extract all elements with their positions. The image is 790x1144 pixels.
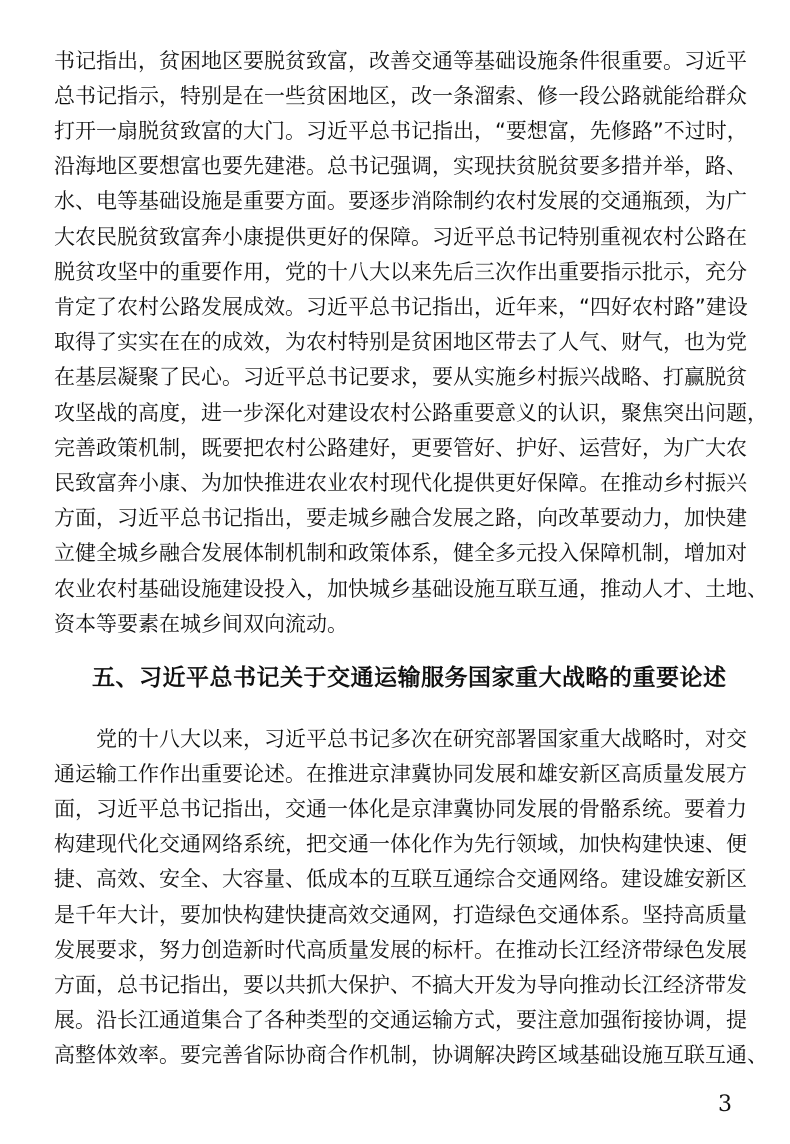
text-line: 书记指出，贫困地区要脱贫致富，改善交通等基础设施条件很重要。习近平 [54, 49, 747, 73]
text-line: 沿海地区要想富也要先建港。总书记强调，实现扶贫脱贫要多措并举，路、 [54, 154, 747, 178]
text-line: 肯定了农村公路发展成效。习近平总书记指出，近年来，“四好农村路”建设 [54, 295, 748, 319]
text-line: 民致富奔小康、为加快推进农业农村现代化提供更好保障。在推动乡村振兴 [54, 471, 747, 495]
page-number: 3 [718, 1092, 732, 1117]
text-line: 农业农村基础设施建设投入，加快城乡基础设施互联互通，推动人才、土地、 [54, 577, 768, 601]
text-line: 方面，习近平总书记指出，要走城乡融合发展之路，向改革要动力，加快建 [54, 506, 747, 530]
text-line: 高整体效率。要完善省际协商合作机制，协调解决跨区域基础设施互联互通、 [54, 1043, 768, 1067]
text-line: 面，习近平总书记指出，交通一体化是京津冀协同发展的骨骼系统。要着力 [54, 797, 747, 821]
text-line: 通运输工作作出重要论述。在推进京津冀协同发展和雄安新区高质量发展方 [54, 762, 747, 786]
section-heading: 五、习近平总书记关于交通运输服务国家重大战略的重要论述 [92, 665, 727, 691]
text-line: 水、电等基础设施是重要方面。要逐步消除制约农村发展的交通瓶颈，为广 [54, 189, 747, 213]
text-line: 捷、高效、安全、大容量、低成本的互联互通综合交通网络。建设雄安新区 [54, 867, 747, 891]
text-line: 资本等要素在城乡间双向流动。 [54, 612, 348, 636]
text-line: 立健全城乡融合发展体制机制和政策体系，健全多元投入保障机制，增加对 [54, 541, 747, 565]
text-line: 完善政策机制，既要把农村公路建好，更要管好、护好、运营好，为广大农 [54, 436, 747, 460]
text-line: 展。沿长江通道集合了各种类型的交通运输方式，要注意加强衔接协调，提 [54, 1008, 747, 1032]
text-line: 脱贫攻坚中的重要作用，党的十八大以来先后三次作出重要指示批示，充分 [54, 260, 747, 284]
text-line: 党的十八大以来，习近平总书记多次在研究部署国家重大战略时，对交 [96, 727, 747, 751]
text-line: 攻坚战的高度，进一步深化对建设农村公路重要意义的认识，聚焦突出问题， [54, 401, 768, 425]
text-line: 大农民脱贫致富奔小康提供更好的保障。习近平总书记特别重视农村公路在 [54, 225, 747, 249]
text-line: 总书记指示，特别是在一些贫困地区，改一条溜索、修一段公路就能给群众 [54, 84, 747, 108]
text-line: 构建现代化交通网络系统，把交通一体化作为先行领域，加快构建快速、便 [54, 832, 747, 856]
text-line: 取得了实实在在的成效，为农村特别是贫困地区带去了人气、财气，也为党 [54, 330, 747, 354]
text-line: 在基层凝聚了民心。习近平总书记要求，要从实施乡村振兴战略、打赢脱贫 [54, 365, 747, 389]
text-line: 发展要求，努力创造新时代高质量发展的标杆。在推动长江经济带绿色发展 [54, 938, 747, 962]
text-line: 方面，总书记指出，要以共抓大保护、不搞大开发为导向推动长江经济带发 [54, 973, 747, 997]
text-line: 打开一扇脱贫致富的大门。习近平总书记指出，“要想富，先修路”不过时， [54, 119, 748, 143]
text-line: 是千年大计，要加快构建快捷高效交通网，打造绿色交通体系。坚持高质量 [54, 903, 747, 927]
